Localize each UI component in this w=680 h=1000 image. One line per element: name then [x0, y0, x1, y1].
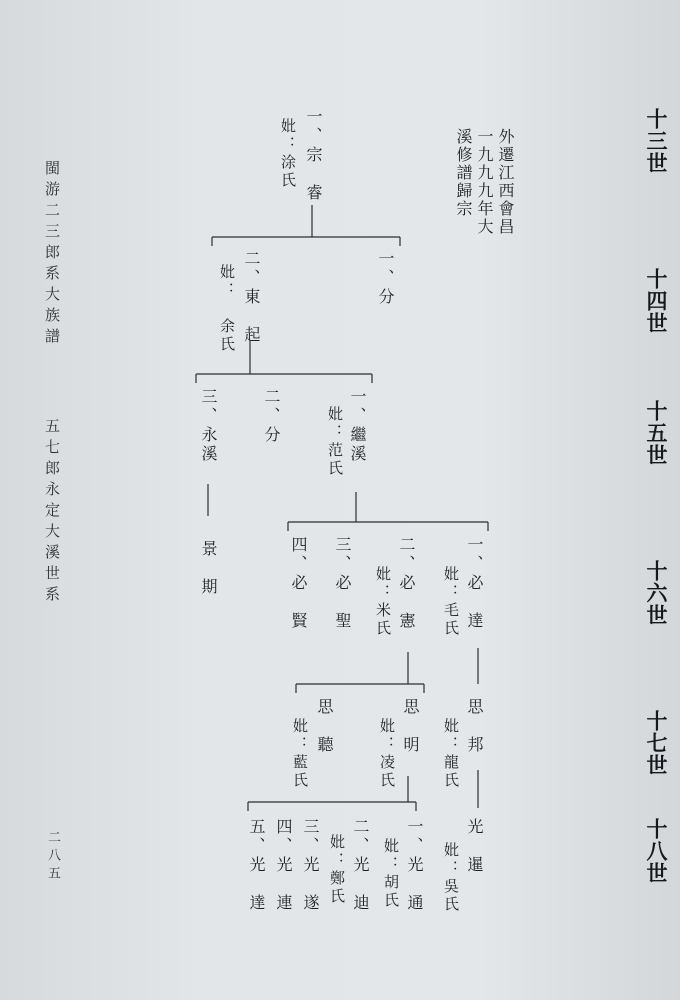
- person-dong-qi: 二、東 起: [242, 250, 261, 345]
- person-zong-rui: 一、宗 睿: [304, 108, 323, 203]
- spouse-guang-tong: 妣：胡氏: [382, 838, 400, 910]
- spouse-si-bang: 妣：龍氏: [442, 718, 460, 790]
- person-guang-di: 二、光 迪: [351, 818, 370, 913]
- person-ji-xi: 一、繼溪: [348, 388, 367, 464]
- generation-label-14: 十四世: [644, 268, 669, 334]
- person-guang-xian: 光 暹: [465, 818, 484, 875]
- generation-label-13: 十三世: [644, 108, 669, 174]
- section-title: 五七郎永定大溪世系: [43, 418, 61, 607]
- person-si-ming: 思 明: [401, 698, 420, 755]
- person-bi-da: 一、必 達: [465, 536, 484, 631]
- person-si-bang: 思 邦: [465, 698, 484, 755]
- generation-label-16: 十六世: [644, 560, 669, 626]
- person-guang-sui: 三、光 遂: [301, 818, 320, 913]
- person-yong-xi: 三、永溪: [199, 388, 218, 464]
- spouse-dong-qi: 妣： 余氏: [218, 264, 236, 354]
- person-fen-15: 二、分: [262, 388, 281, 445]
- note-line-1: 外遷江西會昌: [496, 128, 515, 236]
- book-title: 閩游二三郎系大族譜: [43, 160, 61, 349]
- generation-label-17: 十七世: [644, 710, 669, 776]
- spouse-guang-di: 妣：鄭氏: [328, 834, 346, 906]
- page-number: 二八五: [45, 830, 60, 884]
- spouse-si-ting: 妣：藍氏: [291, 718, 309, 790]
- note-line-2: 一九九九年大: [475, 128, 494, 236]
- person-guang-da: 五、光 達: [247, 818, 266, 913]
- generation-label-18: 十八世: [644, 818, 669, 884]
- person-guang-tong: 一、光 通: [405, 818, 424, 913]
- generation-label-15: 十五世: [644, 400, 669, 466]
- person-guang-lian: 四、光 連: [274, 818, 293, 913]
- spouse-si-ming: 妣：凌氏: [378, 718, 396, 790]
- spouse-bi-xian: 妣：米氏: [374, 566, 392, 638]
- spouse-guang-xian: 妣：吳氏: [442, 842, 460, 914]
- spouse-zong-rui: 妣：涂氏: [279, 118, 297, 190]
- person-fen-14: 一、分: [376, 250, 395, 307]
- person-bi-xian: 二、必 憲: [397, 536, 416, 631]
- person-bi-sheng: 三、必 聖: [333, 536, 352, 631]
- spouse-ji-xi: 妣：范氏: [326, 406, 344, 478]
- person-si-ting: 思 聽: [315, 698, 334, 755]
- note-line-3: 溪修譜歸宗: [454, 128, 473, 218]
- person-bi-xian-4: 四、必 賢: [289, 536, 308, 631]
- person-jing-qi: 景 期: [199, 540, 218, 597]
- spouse-bi-da: 妣：毛氏: [442, 566, 460, 638]
